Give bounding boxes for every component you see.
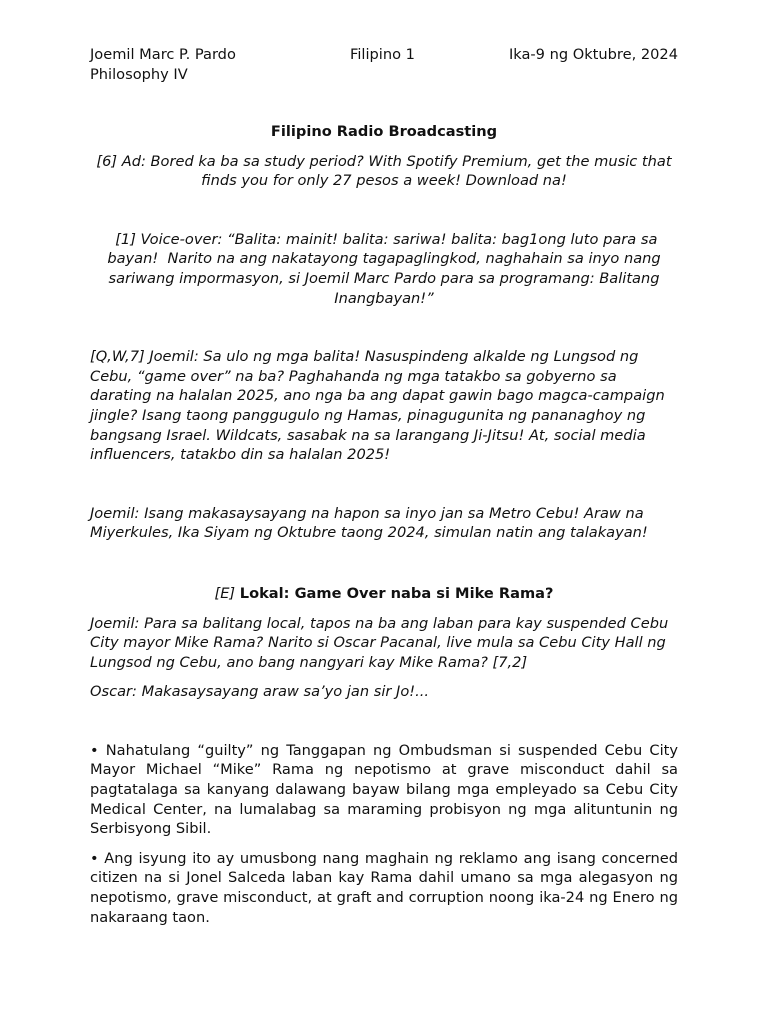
oscar-line: Oscar: Makasaysayang araw sa’yo jan sir Jo!... bbox=[90, 683, 430, 701]
author-name: Joemil Marc P. Pardo bbox=[90, 46, 236, 63]
section-heading bbox=[90, 584, 678, 604]
document-title: Filipino Radio Broadcasting bbox=[270, 123, 498, 140]
section-tag: [E] bbox=[214, 584, 236, 602]
course-name: Philosophy IV bbox=[90, 65, 188, 83]
document-header bbox=[90, 45, 678, 85]
bullet-item: • Nahatulang “guilty” ng Tanggapan ng Ombudsman si suspended Cebu City Mayor Michael “Mike” Rama ng nepotismo at grave misconduct dahil sa pagtatalaga sa kanyang dalawang bayaw bilang mga empleyado sa Cebu City Medical Center, na lumalabag sa maraming probisyon ng mga alituntunin ng Serbisyong Sibil. bbox=[90, 741, 678, 838]
bullet-item: • Ang isyung ito ay umusbong nang maghain ng reklamo ang isang concerned citizen na si Jonel Salceda laban kay Rama dahil umano sa mga alegasyon ng nepotismo, grave misconduct, at graft and corruption noong ika-24 ng Enero ng nakaraang taon. bbox=[90, 849, 678, 926]
headlines-paragraph: [Q,W,7] Joemil: Sa ulo ng mga balita! Nasuspindeng alkalde ng Lungsod ng Cebu, “game over” na ba? Paghahanda ng mga tatakbo sa gobyerno sa darating na halalan 2025, ano nga ba ang dapat gawin bago magca-campaign jingle? Isang taong panggugulo ng Hamas, pinagugunita ng pananaghoy ng bangsang Israel. Wildcats, sasabak na sa larangang Ji-Jitsu! At, social media influencers, tatakbo din sa halalan 2025! bbox=[90, 348, 665, 464]
greeting-paragraph: Joemil: Isang makasaysayang na hapon sa inyo jan sa Metro Cebu! Araw na Miyerkules, Ika Siyam ng Oktubre taong 2024, simulan natin ang talakayan! bbox=[90, 504, 648, 542]
section-title: Lokal: Game Over naba si Mike Rama? bbox=[239, 584, 554, 602]
voiceover-paragraph: [1] Voice-over: “Balita: mainit! balita: sariwa! balita: bag1ong luto para sa bayan! Narito na ang nakatayong tagapaglingkod, naghahain sa inyo nang sariwang impormasyon, si Joemil Marc Pardo para sa programang: Balitang Inangbayan!” bbox=[107, 230, 666, 307]
ad-paragraph: [6] Ad: Bored ka ba sa study period? With Spotify Premium, get the music that finds you for only 27 pesos a week! Download na! bbox=[96, 152, 672, 190]
document-page bbox=[90, 45, 678, 927]
document-date: Ika-9 ng Oktubre, 2024 bbox=[508, 46, 678, 63]
subject-name: Filipino 1 bbox=[350, 46, 415, 63]
local-intro-paragraph: Joemil: Para sa balitang local, tapos na ba ang laban para kay suspended Cebu City mayor Mike Rama? Narito si Oscar Pacanal, live mula sa Cebu City Hall ng Lungsod ng Cebu, ano bang nangyari kay Mike Rama? [7,2] bbox=[90, 614, 669, 671]
